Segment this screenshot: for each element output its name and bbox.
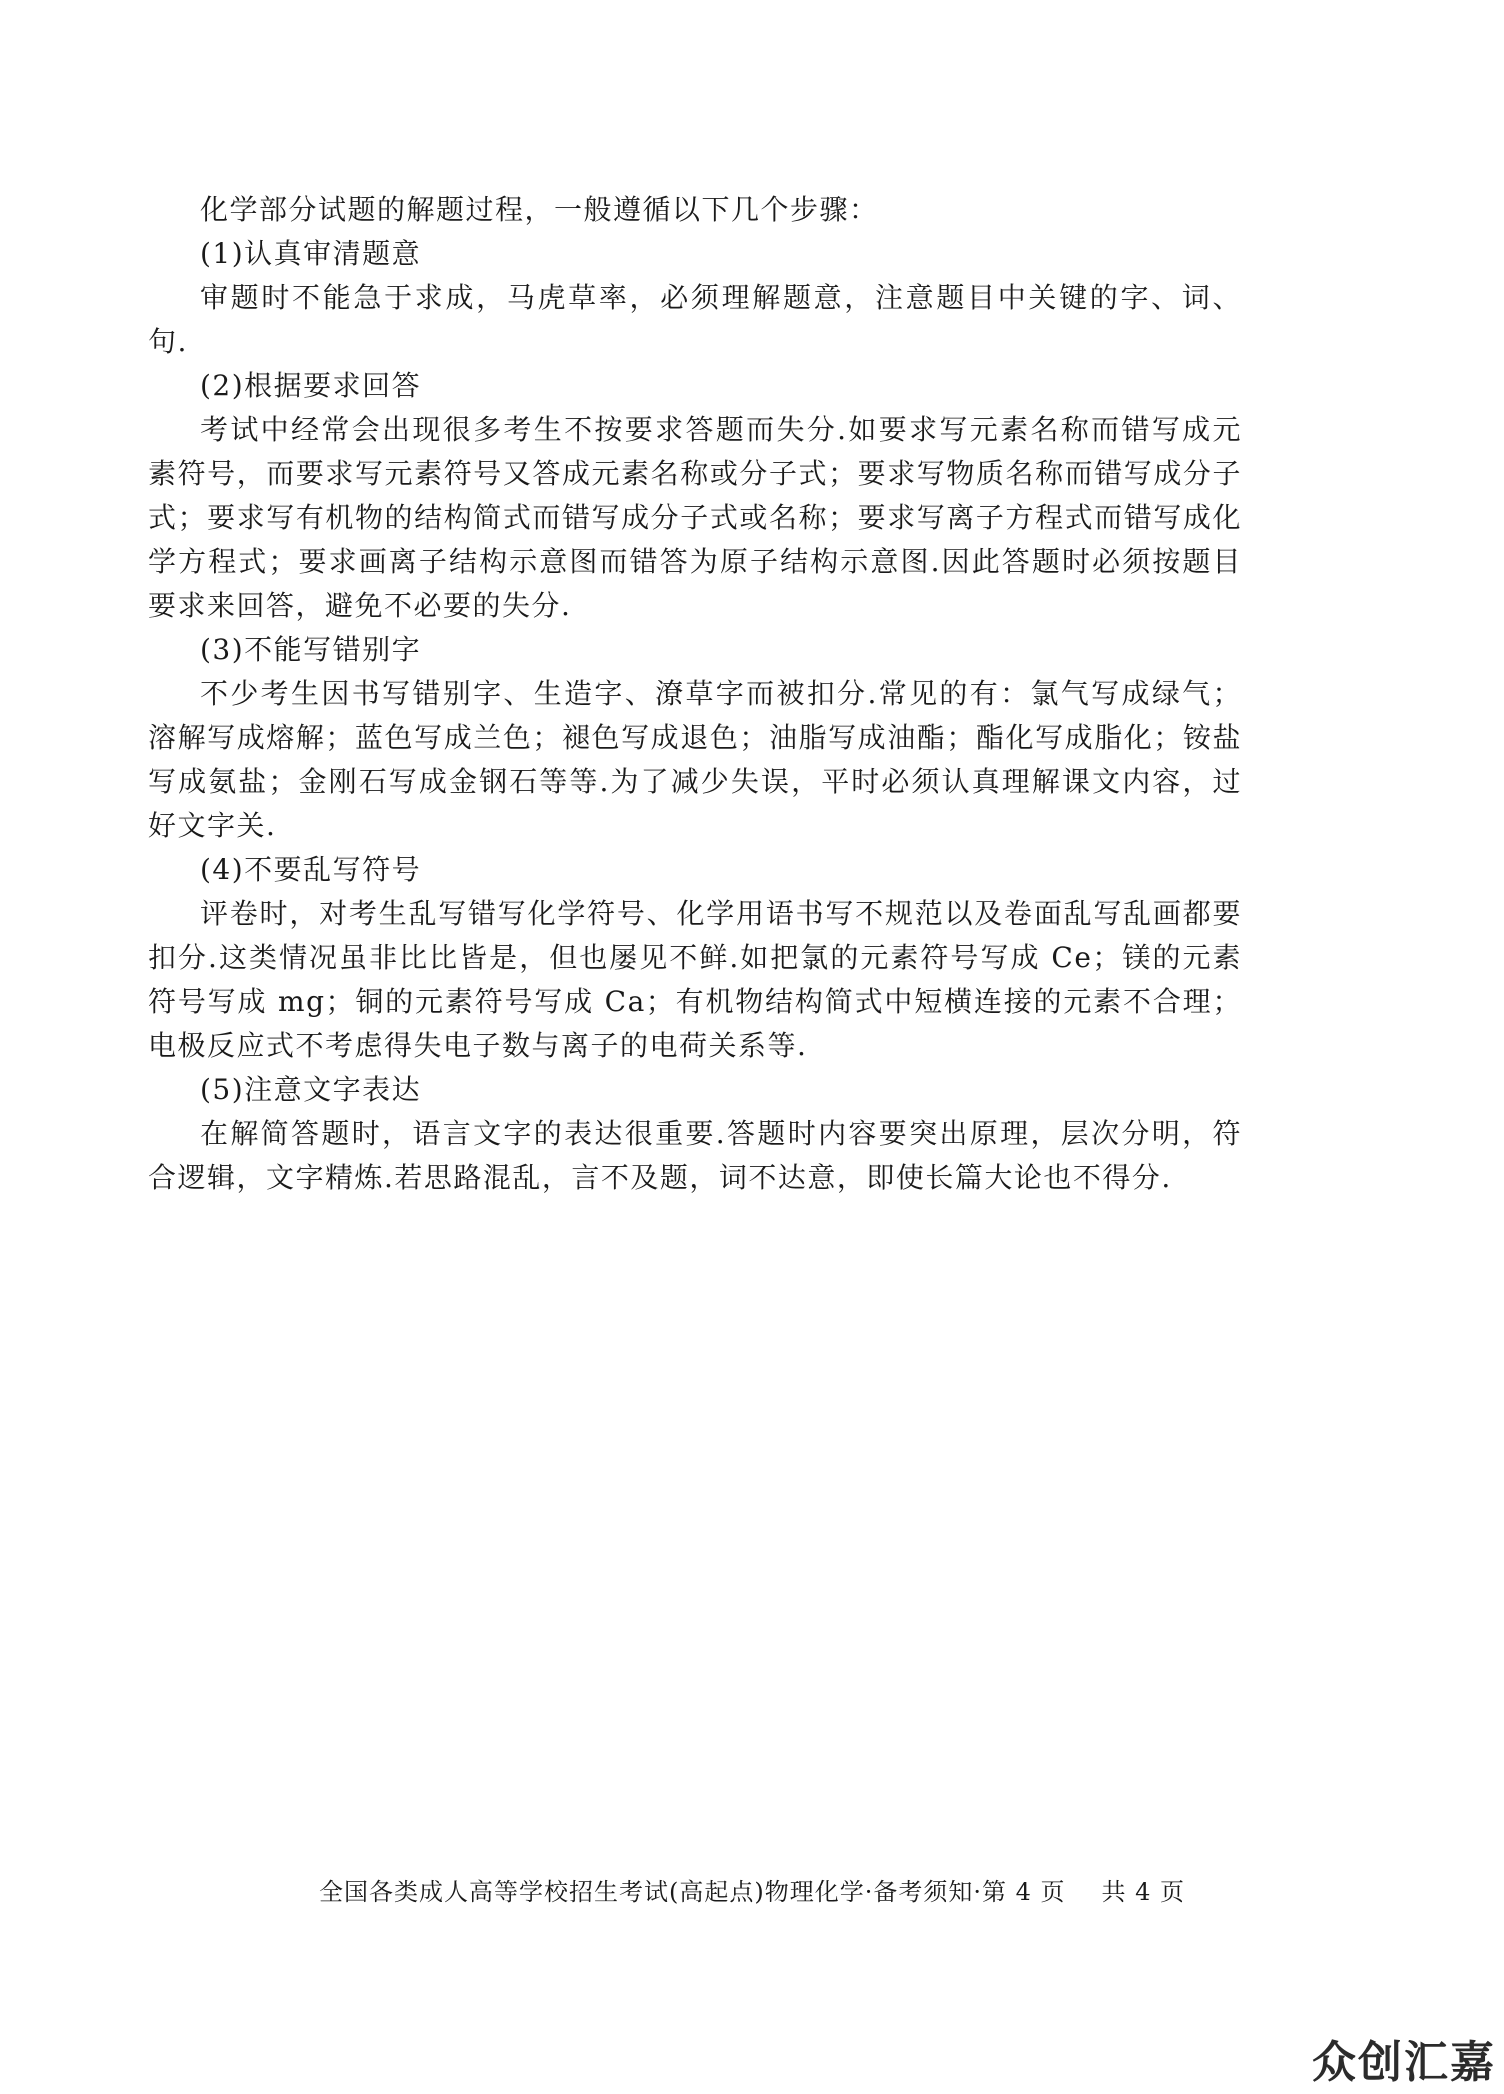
step-3-body: 不少考生因书写错别字、生造字、潦草字而被扣分.常见的有：氯气写成绿气；溶解写成熔解；蓝色写成兰色；褪色写成退色；油脂写成油酯；酯化写成脂化；铵盐写成氨盐；金刚石写成金钢石等等.为了减少失误，平时必须认真理解课文内容，过好文字关.	[148, 677, 1242, 842]
step-2-body: 考试中经常会出现很多考生不按要求答题而失分.如要求写元素名称而错写成元素符号，而要求写元素符号又答成元素名称或分子式；要求写物质名称而错写成分子式；要求写有机物的结构简式而错写成分子式或名称；要求写离子方程式而错写成化学方程式；要求画离子结构示意图而错答为原子结构示意图.因此答题时必须按题目要求来回答，避免不必要的失分.	[148, 413, 1242, 622]
watermark-logo: 众创汇嘉	[1312, 2037, 1496, 2088]
step-2-heading: (2)根据要求回答	[200, 369, 422, 402]
footer-total-pages: 共 4 页	[1101, 1878, 1186, 1906]
step-5-heading: (5)注意文字表达	[200, 1073, 422, 1106]
step-4-heading: (4)不要乱写符号	[200, 853, 422, 886]
page-footer	[0, 1872, 1504, 1907]
step-4-body: 评卷时，对考生乱写错写化学符号、化学用语书写不规范以及卷面乱写乱画都要扣分.这类情况虽非比比皆是，但也屡见不鲜.如把氯的元素符号写成 Ce；镁的元素符号写成 mg；铜的元素符号写成 Ca；有机物结构简式中短横连接的元素不合理；电极反应式不考虑得失电子数与离子的电荷关系等.	[148, 897, 1242, 1062]
step-1-heading: (1)认真审清题意	[200, 237, 422, 270]
intro-paragraph: 化学部分试题的解题过程，一般遵循以下几个步骤：	[200, 193, 879, 226]
footer-title: 全国各类成人高等学校招生考试(高起点)物理化学·备考须知·第 4 页	[318, 1878, 1066, 1906]
document-body	[148, 188, 1242, 1200]
step-3-heading: (3)不能写错别字	[200, 633, 422, 666]
step-5-body: 在解简答题时，语言文字的表达很重要.答题时内容要突出原理，层次分明，符合逻辑，文字精炼.若思路混乱，言不及题，词不达意，即使长篇大论也不得分.	[148, 1117, 1242, 1194]
step-1-body: 审题时不能急于求成，马虎草率，必须理解题意，注意题目中关键的字、词、句.	[148, 281, 1242, 358]
